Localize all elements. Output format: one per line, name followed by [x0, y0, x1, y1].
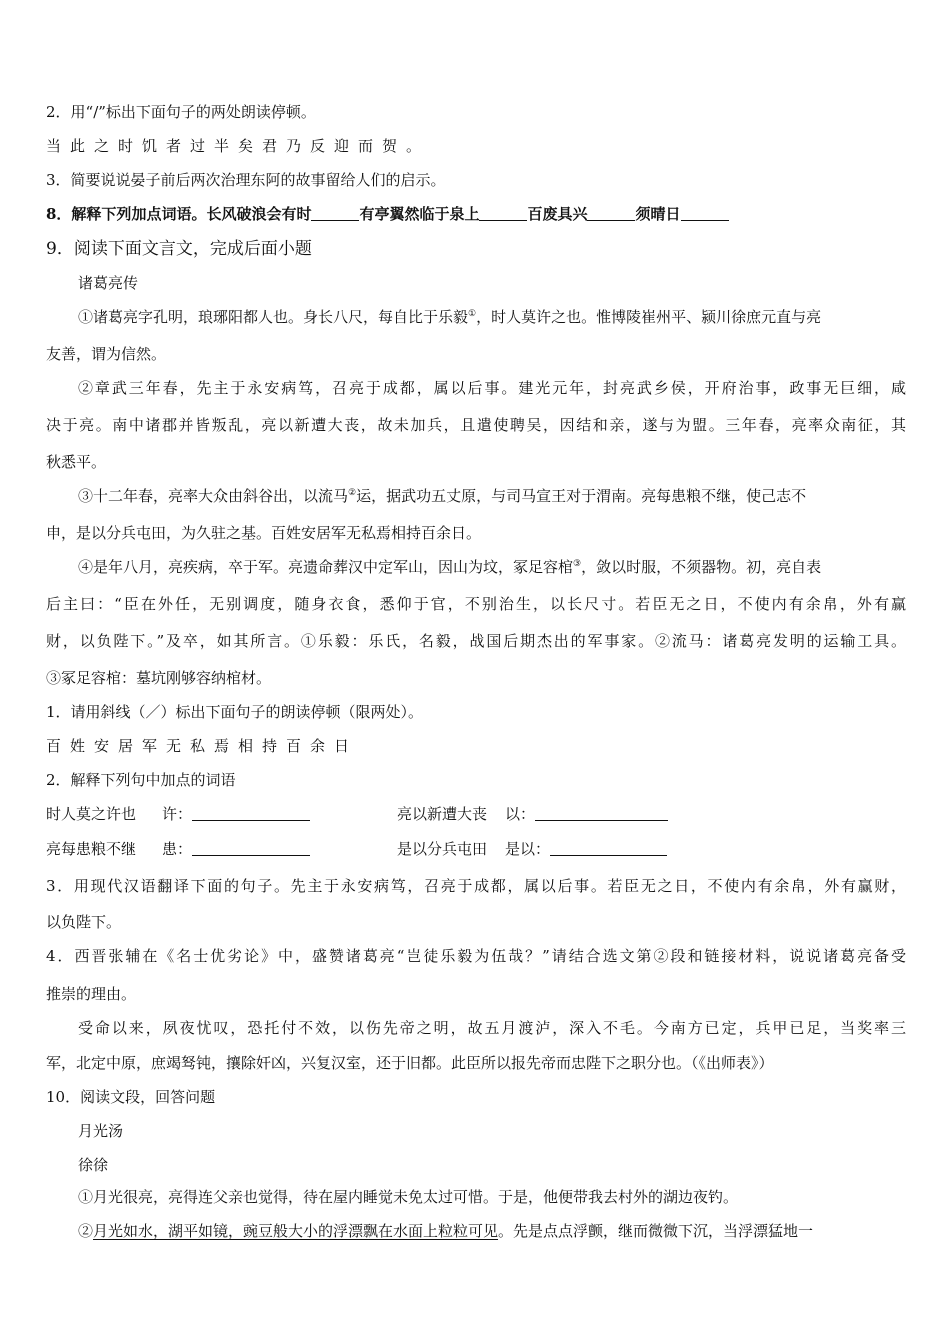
- paragraph-4-line-2: 后主曰：“臣在外任，无别调度，随身衣食，悉仰于官，不别治生，以长尺寸。若臣无之日，不使内有余帛，外有赢: [46, 595, 906, 613]
- q8-item-2: 有亭翼然临于泉上: [359, 205, 480, 223]
- sub-question-4-line-2: 推崇的理由。: [46, 985, 137, 1003]
- question-9-title: 9．阅读下面文言文，完成后面小题: [46, 239, 312, 259]
- paragraph-1-line-2: 友善，谓为信然。: [46, 345, 167, 363]
- answer-blank[interactable]: [192, 840, 310, 856]
- question-8: [46, 204, 906, 224]
- question-3-insight: 3．简要说说晏子前后两次治理东阿的故事留给人们的启示。: [46, 171, 446, 189]
- underlined-sentence: 月光如水，湖平如镜，豌豆般大小的浮漂飘在水面上粒粒可见: [93, 1222, 499, 1240]
- sub-question-2: 2．解释下列句中加点的词语: [46, 771, 236, 789]
- paragraph-2-line-1: ②章武三年春，先主于永安病笃，召亮于成都，属以后事。建光元年，封亮武乡侯，开府治事，政事无巨细，咸: [78, 379, 906, 397]
- q8-item-4: 须晴日: [635, 205, 681, 223]
- sq2-row-2-right: 是以分兵屯田 是以：: [397, 839, 667, 859]
- footnote-mark: ②: [348, 488, 357, 498]
- sub-question-3-line-2: 以负陛下。: [46, 913, 122, 931]
- link-material-line-2: 军，北定中原，庶竭驽钝，攘除奸凶，兴复汉室，还于旧都。此臣所以报先帝而忠陛下之职分也。（《出师表》）: [46, 1054, 774, 1072]
- sub-question-3-line-1: 3．用现代汉语翻译下面的句子。先主于永安病笃，召亮于成都，属以后事。若臣无之日，不使内有余帛，外有赢财，: [46, 877, 906, 895]
- link-material-line-1: 受命以来，夙夜忧叹，恐托付不效，以伤先帝之明，故五月渡泸，深入不毛。今南方已定，兵甲已足，当奖率三: [78, 1019, 906, 1037]
- q8-prompt: 8．解释下列加点词语。长风破浪会有时: [46, 205, 312, 223]
- paragraph-3-line-2: 申，是以分兵屯田，为久驻之基。百姓安居军无私焉相持百余日。: [46, 524, 482, 542]
- footnote-mark: ①: [468, 309, 477, 319]
- sq2-row-2-left: 亮每患粮不继 患：: [46, 839, 310, 859]
- answer-blank[interactable]: [192, 805, 310, 821]
- question-2-sentence: 当此之时饥者过半矣君乃反迎而贺。: [46, 137, 431, 155]
- q8-blank-3[interactable]: [587, 205, 635, 221]
- passage-author: 徐徐: [78, 1156, 109, 1174]
- paragraph-3-line-1: ③十二年春，亮率大众由斜谷出，以流马②运，据武功五丈原，与司马宣王对于渭南。亮每患粮不继，使己志不: [78, 487, 807, 505]
- sub-question-4-line-1: 4．西晋张辅在《名士优劣论》中，盛赞诸葛亮“岂徒乐毅为伍哉？”请结合选文第②段和链接材料，说说诸葛亮备受: [46, 947, 906, 965]
- q8-blank-1[interactable]: [311, 205, 359, 221]
- passage-title: 诸葛亮传: [78, 274, 139, 292]
- answer-blank[interactable]: [550, 840, 667, 856]
- paragraph-4-line-1: ④是年八月，亮疾病，卒于军。亮遗命葬汉中定军山，因山为坟，冢足容棺③，敛以时服，不须器物。初，亮自表: [78, 558, 822, 576]
- sq2-row-1-left: 时人莫之许也 许：: [46, 804, 310, 824]
- paragraph-2-line-2: 决于亮。南中诸郡并皆叛乱，亮以新遭大丧，故未加兵，且遣使聘吴，因结和亲，遂与为盟。三年春，亮率众南征，其: [46, 416, 906, 434]
- passage-title: 月光汤: [78, 1122, 124, 1140]
- q8-item-3: 百废具兴: [527, 205, 588, 223]
- sub-question-1: 1．请用斜线（／）标出下面句子的朗读停顿（限两处）。: [46, 703, 424, 721]
- paragraph-4-line-3: 财，以负陛下。”及卒，如其所言。①乐毅：乐氏，名毅，战国后期杰出的军事家。②流马：诸葛亮发明的运输工具。: [46, 632, 906, 650]
- q8-blank-2[interactable]: [479, 205, 527, 221]
- q8-blank-4[interactable]: [681, 205, 729, 221]
- sq2-row-1-right: 亮以新遭大丧 以：: [397, 804, 668, 824]
- footnote-mark: ③: [573, 559, 582, 569]
- sub-question-1-sentence: 百姓安居军无私焉相持百余日: [46, 737, 359, 755]
- paragraph-2-line-3: 秋悉平。: [46, 453, 107, 471]
- question-2-stop: 2．用“/”标出下面句子的两处朗读停顿。: [46, 103, 316, 121]
- q10-paragraph-2: ②月光如水，湖平如镜，豌豆般大小的浮漂飘在水面上粒粒可见。先是点点浮颤，继而微微下沉，当浮漂猛地一: [78, 1222, 814, 1240]
- question-10-title: 10．阅读文段，回答问题: [46, 1088, 216, 1106]
- paragraph-1-line-1: ①诸葛亮字孔明，琅琊阳都人也。身长八尺，每自比于乐毅①，时人莫许之也。惟博陵崔州平、颍川徐庶元直与亮: [78, 308, 822, 326]
- paragraph-4-line-4: ③冢足容棺：墓坑刚够容纳棺材。: [46, 669, 272, 687]
- answer-blank[interactable]: [535, 805, 668, 821]
- q10-paragraph-1: ①月光很亮，亮得连父亲也觉得，待在屋内睡觉未免太过可惜。于是，他便带我去村外的湖边夜钓。: [78, 1188, 739, 1206]
